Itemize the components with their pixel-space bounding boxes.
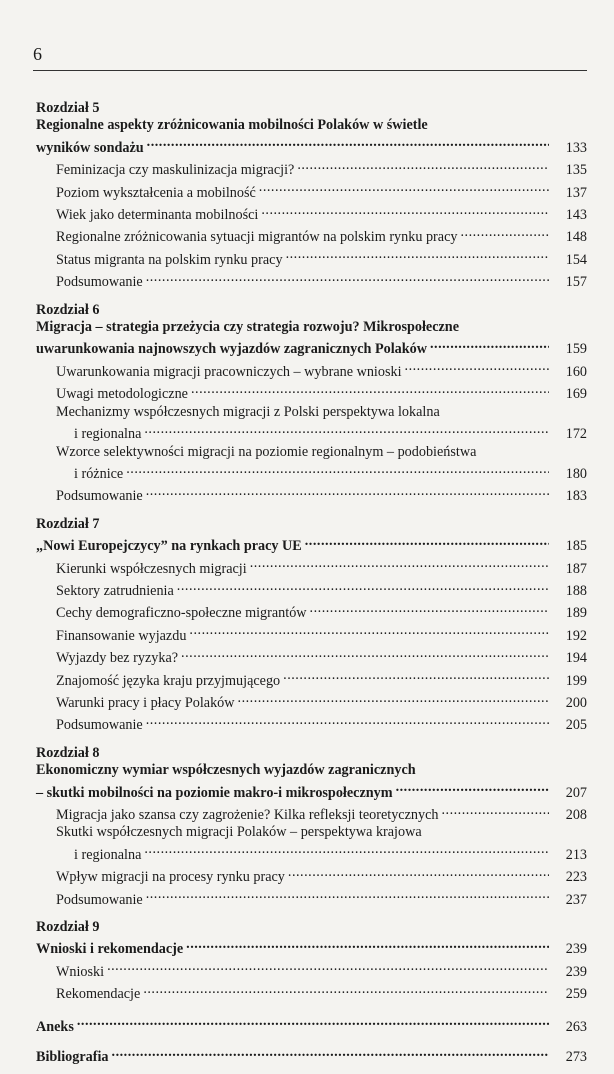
chapter-title-line: Ekonomiczny wymiar współczesnych wyjazdów zagranicznych [36, 762, 416, 779]
page-ref: 259 [565, 986, 587, 1003]
dot-leader [112, 1044, 549, 1061]
page-ref: 194 [565, 650, 587, 667]
entry-text: Uwarunkowania migracji pracowniczych – wybrane wnioski [56, 363, 402, 380]
chapter-title-line: Wnioski i rekomendacje [36, 941, 184, 958]
dot-leader [191, 381, 549, 398]
chapter-9 [36, 919, 587, 1004]
toc-entry[interactable] [36, 600, 587, 622]
page-ref: 239 [565, 963, 587, 980]
dot-leader [238, 690, 549, 707]
chapter-label: Rozdział 9 [36, 919, 100, 936]
toc-entry[interactable] [36, 461, 587, 483]
dot-leader [186, 936, 549, 953]
page-ref: 185 [565, 538, 587, 555]
page-ref: 208 [565, 807, 587, 823]
entry-text: Wiek jako determinanta mobilności [56, 207, 259, 224]
toc-entry[interactable] [36, 381, 587, 403]
page-ref: 199 [565, 672, 587, 689]
appendix-title: Aneks [36, 1018, 74, 1035]
page-ref: 188 [565, 582, 587, 599]
entry-text: Uwagi metodologiczne [56, 386, 188, 403]
chapter-label: Rozdział 8 [36, 744, 100, 761]
entry-text: i regionalna [74, 846, 142, 863]
page-ref: 205 [565, 717, 587, 734]
entry-text: Sektory zatrudnienia [56, 582, 174, 599]
page-ref: 157 [565, 274, 587, 291]
dot-leader [430, 336, 549, 353]
page-ref: 148 [565, 229, 587, 246]
entry-text: Wyjazdy bez ryzyka? [56, 650, 179, 667]
toc-entry[interactable] [36, 802, 587, 824]
chapter-label: Rozdział 5 [36, 100, 100, 116]
dot-leader [126, 461, 549, 478]
dot-leader [405, 359, 549, 376]
chapter-label: Rozdział 6 [36, 301, 100, 318]
page-ref: 160 [565, 363, 587, 380]
table-of-contents [36, 100, 587, 1074]
chapter-5 [36, 100, 587, 292]
dot-leader [181, 645, 549, 662]
dot-leader [189, 623, 549, 640]
toc-entry[interactable] [36, 180, 587, 202]
chapter-title-line: uwarunkowania najnowszych wyjazdów zagranicznych Polaków [36, 341, 427, 358]
toc-line[interactable] [36, 780, 587, 802]
dot-leader [310, 600, 549, 617]
entry-text: Finansowanie wyjazdu [56, 627, 187, 644]
dot-leader [250, 556, 549, 573]
page-ref: 187 [565, 560, 587, 577]
toc-entry[interactable] [36, 359, 587, 381]
page-ref: 159 [565, 341, 587, 358]
dot-leader [107, 959, 549, 976]
toc-entry[interactable] [36, 623, 587, 645]
chapter-label: Rozdział 7 [36, 515, 100, 532]
chapter-title-line: Migracja – strategia przeżycia czy strategia rozwoju? Mikrospołeczne [36, 319, 459, 336]
dot-leader [261, 202, 549, 219]
toc-entry[interactable] [36, 668, 587, 690]
dot-leader [146, 887, 549, 904]
entry-text: Skutki współczesnych migracji Polaków – perspektywa krajowa [56, 824, 422, 841]
page-ref: 135 [565, 162, 587, 179]
header-rule [33, 70, 587, 71]
dot-leader [143, 981, 549, 998]
dot-leader [286, 247, 549, 264]
toc-entry[interactable] [36, 712, 587, 734]
dot-leader [259, 180, 549, 197]
entry-text: Warunki pracy i płacy Polaków [56, 694, 235, 711]
toc-line-appendix[interactable] [36, 1014, 587, 1036]
chapter-title-line: wyników sondażu [36, 139, 144, 156]
entry-text: Wnioski [56, 963, 105, 980]
dot-leader [288, 864, 549, 881]
chapter-title-line: „Nowi Europejczycy” na rynkach pracy UE [36, 538, 302, 555]
entry-text: Podsumowanie [56, 274, 143, 291]
dot-leader [146, 483, 549, 500]
dot-leader [146, 269, 549, 286]
chapter-6 [36, 302, 587, 506]
toc-line[interactable] [36, 336, 587, 358]
page-ref: 239 [565, 941, 587, 958]
toc-entry[interactable] [36, 202, 587, 224]
toc-line[interactable] [36, 533, 587, 555]
entry-text: Regionalne zróżnicowania sytuacji migrantów na polskim rynku pracy [56, 229, 458, 246]
page-ref: 192 [565, 627, 587, 644]
entry-text: i różnice [74, 465, 124, 482]
dot-leader [77, 1014, 549, 1031]
page-ref: 183 [565, 488, 587, 505]
toc-entry[interactable] [36, 556, 587, 578]
page-ref: 172 [565, 426, 587, 443]
entry-text: Cechy demograficzno-społeczne migrantów [56, 605, 307, 622]
dot-leader [146, 712, 549, 729]
toc-line[interactable] [36, 936, 587, 958]
chapter-8 [36, 745, 587, 909]
page-ref: 237 [565, 891, 587, 908]
entry-text: Migracja jako szansa czy zagrożenie? Kilka refleksji teoretycznych [56, 807, 439, 823]
dot-leader [297, 157, 549, 174]
toc-entry[interactable] [36, 247, 587, 269]
toc-entry[interactable] [36, 483, 587, 505]
toc-line-bibliography[interactable] [36, 1044, 587, 1066]
chapter-7 [36, 516, 587, 735]
toc-entry[interactable] [36, 981, 587, 1003]
toc-entry[interactable] [36, 157, 587, 179]
toc-entry[interactable] [36, 887, 587, 909]
dot-leader [177, 578, 549, 595]
dot-leader [144, 842, 549, 859]
page-ref: 133 [565, 139, 587, 156]
page-ref: 223 [565, 869, 587, 886]
page-ref: 213 [565, 846, 587, 863]
page-ref: 200 [565, 694, 587, 711]
entry-text: Podsumowanie [56, 891, 143, 908]
page-ref: 263 [565, 1018, 587, 1035]
entry-text: Podsumowanie [56, 488, 143, 505]
toc-entry[interactable] [36, 959, 587, 981]
entry-text: Mechanizmy współczesnych migracji z Polski perspektywa lokalna [56, 403, 440, 420]
toc-entry[interactable] [36, 224, 587, 246]
toc-entry[interactable] [36, 269, 587, 291]
toc-entry[interactable] [36, 690, 587, 712]
entry-text: Podsumowanie [56, 717, 143, 734]
dot-leader [460, 224, 549, 241]
page-ref: 137 [565, 184, 587, 201]
toc-entry[interactable] [36, 864, 587, 886]
page-ref: 207 [565, 784, 587, 801]
page-ref: 180 [565, 465, 587, 482]
toc-line[interactable] [36, 135, 587, 157]
bibliography-title: Bibliografia [36, 1049, 109, 1066]
dot-leader [147, 135, 549, 152]
toc-entry[interactable] [36, 421, 587, 443]
dot-leader [396, 780, 549, 797]
dot-leader [441, 802, 549, 819]
entry-text: Poziom wykształcenia a mobilność [56, 184, 256, 201]
dot-leader [305, 533, 549, 550]
entry-text: Feminizacja czy maskulinizacja migracji? [56, 162, 295, 179]
dot-leader [283, 668, 549, 685]
toc-entry[interactable] [36, 842, 587, 864]
entry-text: Wzorce selektywności migracji na poziomie regionalnym – podobieństwa [56, 443, 477, 460]
page-ref: 154 [565, 251, 587, 268]
dot-leader [144, 421, 549, 438]
entry-text: Znajomość języka kraju przyjmującego [56, 672, 281, 689]
toc-entry[interactable] [36, 645, 587, 667]
toc-entry[interactable] [36, 578, 587, 600]
page-ref: 169 [565, 386, 587, 403]
entry-text: Wpływ migracji na procesy rynku pracy [56, 869, 285, 886]
entry-text: i regionalna [74, 426, 142, 443]
page-ref: 189 [565, 605, 587, 622]
page-ref: 273 [565, 1049, 587, 1066]
page-ref: 143 [565, 207, 587, 224]
page-number: 6 [33, 44, 42, 64]
chapter-title-line: Regionalne aspekty zróżnicowania mobilności Polaków w świetle [36, 117, 428, 134]
chapter-title-line: – skutki mobilności na poziomie makro-i mikrospołecznym [36, 784, 393, 801]
entry-text: Kierunki współczesnych migracji [56, 560, 247, 577]
entry-text: Rekomendacje [56, 986, 141, 1003]
entry-text: Status migranta na polskim rynku pracy [56, 251, 283, 268]
